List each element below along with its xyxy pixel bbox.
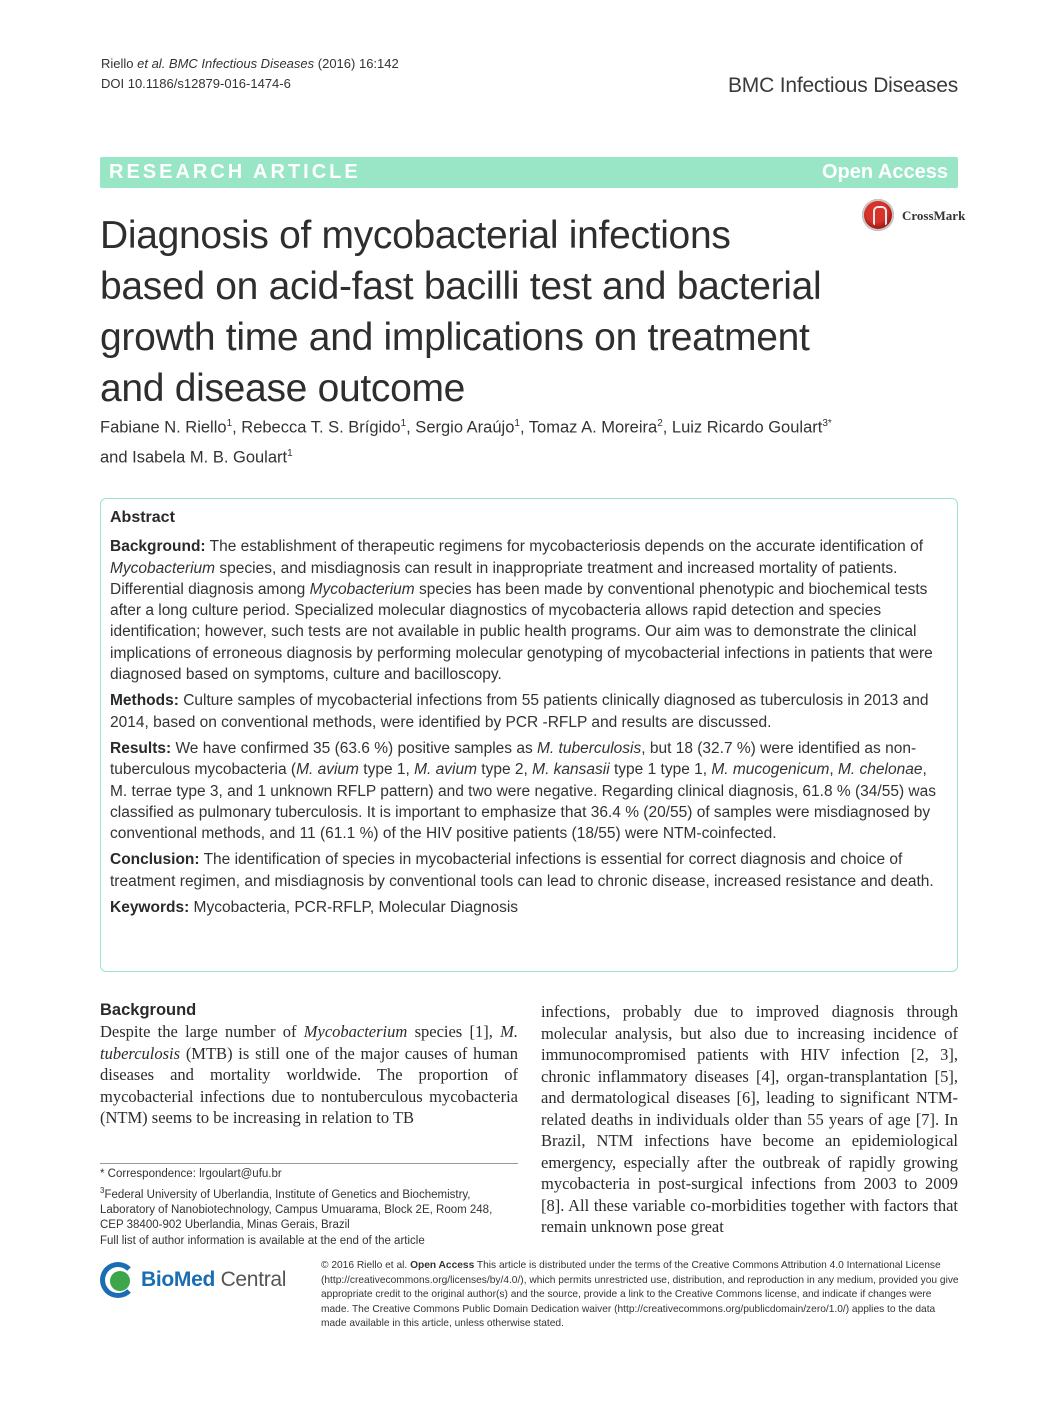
abstract-text: ,: [829, 761, 839, 779]
species-name: M. avium: [414, 761, 477, 779]
citation-header: [101, 54, 399, 94]
publisher-name-part: Central: [215, 1268, 287, 1291]
species-name: Mycobacterium: [303, 1022, 408, 1041]
title-line: growth time and implications on treatment: [100, 316, 810, 359]
species-name: M. chelonae: [838, 761, 923, 779]
abstract-text: We have confirmed 35 (63.6 %) positive samples as: [171, 739, 538, 757]
affiliation-line: Federal University of Uberlandia, Institute of Genetics and Biochemistry,: [104, 1188, 471, 1201]
species-name: M. tuberculosis: [537, 739, 642, 757]
affiliation-ref: 3: [100, 1185, 105, 1195]
article-title: [100, 210, 860, 414]
author[interactable]: , Sergio Araújo: [406, 418, 515, 437]
species-name: Mycobacterium: [309, 580, 415, 598]
crossmark-badge[interactable]: [862, 199, 972, 239]
open-access-label: Open Access: [822, 161, 948, 183]
keywords: Mycobacteria, PCR-RFLP, Molecular Diagnosis: [189, 899, 519, 917]
abstract-text: , but 18 (32.7 %) were identified as non-tuberculous mycobacteria (: [110, 739, 917, 779]
abstract-text: , M. terrae type 3, and 1 unknown RFLP pattern) and two were negative. Regarding clinical diagnosis, 61.8 % (34/55) was classified as pulmonary tuberculosis. It is important to emphasize that 36.4 % (20/55) of samples were misdiagnosed by conventional methods, and 11 (61.1 %) of the HIV positive patients (18/55) were NTM-coinfected.: [110, 761, 936, 843]
author-info-note: Full list of author information is available at the end of the article: [100, 1234, 425, 1247]
background-paragraph-continued: infections, probably due to improved diagnosis through molecular analysis, but also due to increasing incidence of immunocompromised patients with HIV infection [2, 3], chronic inflammatory diseases [4], organ-transplantation [5], and dermatological diseases [6], leading to significant NTM-related deaths in individuals older than 55 years of age [7]. In Brazil, NTM infections have become an epidemiological emergency, especially after the outbreak of rapidly growing mycobacteria in post-surgical infections from 2003 to 2009 [8]. All these variable co-morbidities together with factors that remain unknown pose great: [541, 1002, 958, 1236]
journal-name: BMC Infectious Diseases: [728, 74, 958, 97]
abstract-results: [110, 738, 948, 844]
section-label: Keywords:: [110, 899, 190, 917]
species-name: M. avium: [296, 761, 359, 779]
abstract-heading: Abstract: [110, 509, 175, 526]
abstract-methods: [110, 690, 948, 733]
body-text: species [1],: [407, 1022, 501, 1041]
abstract-box: [100, 498, 958, 972]
publisher-name: [141, 1268, 286, 1292]
author-list: [100, 411, 960, 470]
affiliation-line: Laboratory of Nanobiotechnology, Campus Umuarama, Block 2E, Room 248,: [100, 1203, 493, 1216]
affiliation-ref: 1: [287, 447, 293, 459]
article-type-banner: [100, 157, 958, 188]
author[interactable]: , Luiz Ricardo Goulart: [662, 418, 823, 437]
title-line: and disease outcome: [100, 367, 466, 410]
abstract-text: type 1 type 1,: [609, 761, 712, 779]
section-label: Results:: [110, 739, 172, 757]
abstract-text: type 1,: [358, 761, 415, 779]
affiliation-ref: 2: [657, 418, 663, 429]
author[interactable]: Fabiane N. Riello: [100, 418, 227, 437]
citation-authors: Riello: [101, 56, 138, 71]
species-name: M. kansasii: [532, 761, 610, 779]
abstract-background: [110, 536, 948, 685]
abstract-text: The identification of species in mycobacterial infections is essential for correct diagnosis and choice of treatment regimen, and misdiagnosis by conventional tools can lead to chronic disease, increased resistance and death.: [110, 851, 934, 890]
crossmark-icon: [862, 199, 894, 231]
affiliation-ref: 1: [226, 418, 233, 429]
open-access-label: Open Access: [410, 1260, 475, 1271]
crossmark-label: CrossMark: [902, 208, 966, 223]
license-statement: [321, 1259, 961, 1332]
author-line: [100, 411, 960, 441]
species-name: M. mucogenicum: [711, 761, 830, 779]
affiliation-ref: 3*: [822, 418, 832, 429]
abstract-conclusion: [110, 849, 948, 892]
section-label: Conclusion:: [110, 851, 200, 869]
section-label: Background:: [110, 538, 206, 556]
citation-volume: (2016) 16:142: [314, 56, 399, 71]
biomed-central-logo[interactable]: [100, 1262, 305, 1306]
species-name: Mycobacterium: [110, 559, 216, 577]
citation-line: [101, 54, 399, 74]
biomed-central-logo-dot: [110, 1271, 130, 1291]
species-name: M. tuberculosis: [100, 1022, 518, 1063]
author-line: [100, 441, 960, 471]
author[interactable]: , Rebecca T. S. Brígido: [232, 418, 401, 437]
author[interactable]: and Isabela M. B. Goulart: [100, 448, 288, 466]
section-label: Methods:: [110, 692, 179, 710]
abstract-keywords: [110, 897, 948, 918]
abstract-text: type 2,: [477, 761, 533, 779]
body-text: (MTB) is still one of the major causes of human diseases and mortality worldwide. The proportion of mycobacterial infections due to nontuberculous mycobacteria (NTM) seems to be increasing in relation to TB: [100, 1043, 518, 1127]
abstract-text: The establishment of therapeutic regimens for mycobacteriosis depends on the accurate identification of: [205, 538, 924, 556]
correspondence[interactable]: * Correspondence: lrgoulart@ufu.br: [100, 1168, 282, 1180]
affiliation-line: CEP 38400-902 Uberlandia, Minas Gerais, Brazil: [100, 1219, 350, 1232]
affiliation: [100, 1183, 520, 1203]
abstract-text: species, and misdiagnosis can result in inappropriate treatment and increased mortality of patients. Differential diagnosis among: [110, 559, 898, 598]
body-text: Despite the large number of: [100, 1022, 304, 1041]
article-type: RESEARCH ARTICLE: [109, 161, 361, 183]
affiliation-ref: 1: [514, 418, 520, 429]
citation-journal: et al. BMC Infectious Diseases: [137, 56, 315, 71]
footnotes: [100, 1167, 520, 1249]
abstract-text: Culture samples of mycobacterial infections from 55 patients clinically diagnosed as tuberculosis in 2013 and 2014, based on conventional methods, were identified by PCR -RFLP and results are discussed.: [110, 692, 929, 731]
title-line: Diagnosis of mycobacterial infections: [100, 214, 731, 257]
background-heading: Background: [100, 1001, 197, 1019]
body-column-left: [100, 1001, 518, 1129]
abstract-text: species has been made by conventional phenotypic and biochemical tests after a long culture period. Specialized molecular diagnostics of mycobacteria allows rapid detection and species identification; however, such tests are not available in public health programs. Our aim was to demonstrate the clinical implications of erroneous diagnosis by performing molecular genotyping of mycobacterial infections in patients that were diagnosed based on symptoms, culture and bacilloscopy.: [110, 580, 933, 684]
license-text: This article is distributed under the terms of the Creative Commons Attribution 4.0 International License (http://creativecommons.org/licenses/by/4.0/), which permits unrestricted use, distribution, and reproduction in any medium, provided you give appropriate credit to the original author(s) and the source, provide a link to the Creative Commons license, and indicate if changes were made. The Creative Commons Public Domain Dedication waiver (http://creativecommons.org/publicdomain/zero/1.0/) applies to the data made available in this article, unless otherwise stated.: [321, 1260, 959, 1330]
footnote-divider: [100, 1163, 518, 1164]
author[interactable]: , Tomaz A. Moreira: [519, 418, 658, 437]
background-paragraph: [100, 1021, 518, 1129]
title-line: based on acid-fast bacilli test and bacterial: [100, 265, 822, 308]
publisher-name-part: BioMed: [141, 1268, 216, 1291]
body-column-right: [541, 1001, 958, 1238]
copyright: © 2016 Riello et al.: [321, 1260, 411, 1271]
affiliation-ref: 1: [400, 418, 407, 429]
doi[interactable]: DOI 10.1186/s12879-016-1474-6: [101, 76, 291, 91]
